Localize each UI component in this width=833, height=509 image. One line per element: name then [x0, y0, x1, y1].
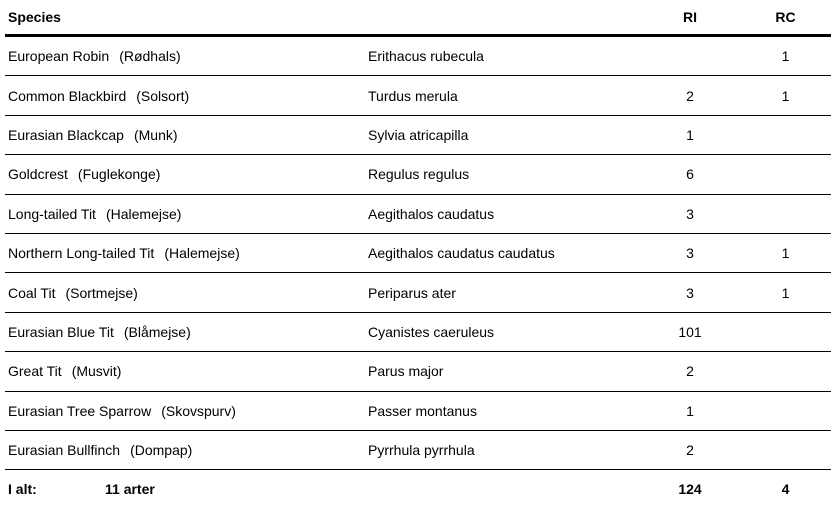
- table-row: [5, 155, 831, 194]
- species-name-cell: [8, 48, 368, 64]
- species-name-cell: [8, 127, 368, 143]
- species-name-cell: [8, 166, 368, 182]
- species-scientific-name: Passer montanus: [368, 402, 477, 419]
- header-species: Species: [8, 9, 61, 25]
- total-label: I alt:: [8, 481, 37, 498]
- table-row: [5, 116, 831, 155]
- species-scientific-name: Aegithalos caudatus: [368, 205, 495, 222]
- species-common-name: Great Tit: [8, 363, 62, 380]
- species-name-cell: [8, 285, 368, 301]
- header-ri: RI: [683, 9, 697, 25]
- species-name-cell: [8, 88, 368, 104]
- species-name-cell: [8, 324, 368, 340]
- species-danish-name: (Skovspurv): [161, 402, 236, 419]
- table-total-row: [5, 470, 831, 508]
- species-common-name: Eurasian Blue Tit: [8, 323, 114, 340]
- ri-value: 1: [686, 402, 694, 419]
- species-danish-name: (Sortmejse): [65, 284, 138, 301]
- ri-value: 1: [686, 126, 694, 143]
- table-row: [5, 37, 831, 76]
- species-scientific-name: Sylvia atricapilla: [368, 126, 469, 143]
- species-scientific-name: Regulus regulus: [368, 166, 470, 183]
- total-cell: [8, 481, 368, 497]
- ri-value: 3: [686, 245, 694, 262]
- table-row: [5, 352, 831, 391]
- species-common-name: Eurasian Blackcap: [8, 126, 124, 143]
- species-common-name: Northern Long-tailed Tit: [8, 245, 155, 262]
- species-scientific-name: Turdus merula: [368, 87, 458, 104]
- species-common-name: Long-tailed Tit: [8, 205, 96, 222]
- species-common-name: Common Blackbird: [8, 87, 127, 104]
- ri-value: 3: [686, 284, 694, 301]
- species-danish-name: (Blåmejse): [123, 323, 191, 340]
- table-row: [5, 234, 831, 273]
- table-row: [5, 195, 831, 234]
- ri-value: 2: [686, 87, 694, 104]
- species-danish-name: (Fuglekonge): [77, 166, 161, 183]
- header-rc: RC: [775, 9, 796, 25]
- species-scientific-name: Erithacus rubecula: [368, 48, 484, 65]
- species-common-name: Coal Tit: [8, 284, 56, 301]
- ri-value: 6: [686, 166, 694, 183]
- species-danish-name: (Munk): [133, 126, 178, 143]
- rc-value: 1: [781, 87, 790, 104]
- species-scientific-name: Aegithalos caudatus caudatus: [368, 245, 555, 262]
- species-name-cell: [8, 206, 368, 222]
- species-danish-name: (Halemejse): [105, 205, 182, 222]
- table-row: [5, 76, 831, 115]
- species-name-cell: [8, 245, 368, 261]
- species-common-name: Eurasian Tree Sparrow: [8, 402, 152, 419]
- species-name-cell: [8, 363, 368, 379]
- rc-value: 1: [781, 48, 790, 65]
- ri-value: 2: [686, 363, 694, 380]
- table-row: [5, 313, 831, 352]
- total-species-count: 11 arter: [105, 481, 155, 498]
- species-common-name: European Robin: [8, 48, 110, 65]
- species-danish-name: (Musvit): [71, 363, 122, 380]
- species-name-cell: [8, 442, 368, 458]
- species-danish-name: (Rødhals): [119, 48, 181, 65]
- species-danish-name: (Dompap): [130, 442, 193, 459]
- species-scientific-name: Parus major: [368, 363, 444, 380]
- table-body: [5, 37, 831, 470]
- species-scientific-name: Periparus ater: [368, 284, 456, 301]
- ri-value: 3: [686, 205, 694, 222]
- table-row: [5, 273, 831, 312]
- species-scientific-name: Cyanistes caeruleus: [368, 323, 495, 340]
- species-table: [5, 0, 831, 508]
- species-danish-name: (Solsort): [136, 87, 190, 104]
- total-ri: 124: [678, 481, 702, 498]
- table-row: [5, 392, 831, 431]
- species-common-name: Eurasian Bullfinch: [8, 442, 121, 459]
- rc-value: 1: [781, 284, 790, 301]
- total-rc: 4: [781, 481, 790, 498]
- table-row: [5, 431, 831, 470]
- ri-value: 101: [678, 323, 702, 340]
- species-scientific-name: Pyrrhula pyrrhula: [368, 442, 475, 459]
- ri-value: 2: [686, 442, 694, 459]
- species-danish-name: (Halemejse): [164, 245, 240, 262]
- species-common-name: Goldcrest: [8, 166, 68, 183]
- species-name-cell: [8, 403, 368, 419]
- table-header-row: [5, 0, 831, 37]
- rc-value: 1: [781, 245, 790, 262]
